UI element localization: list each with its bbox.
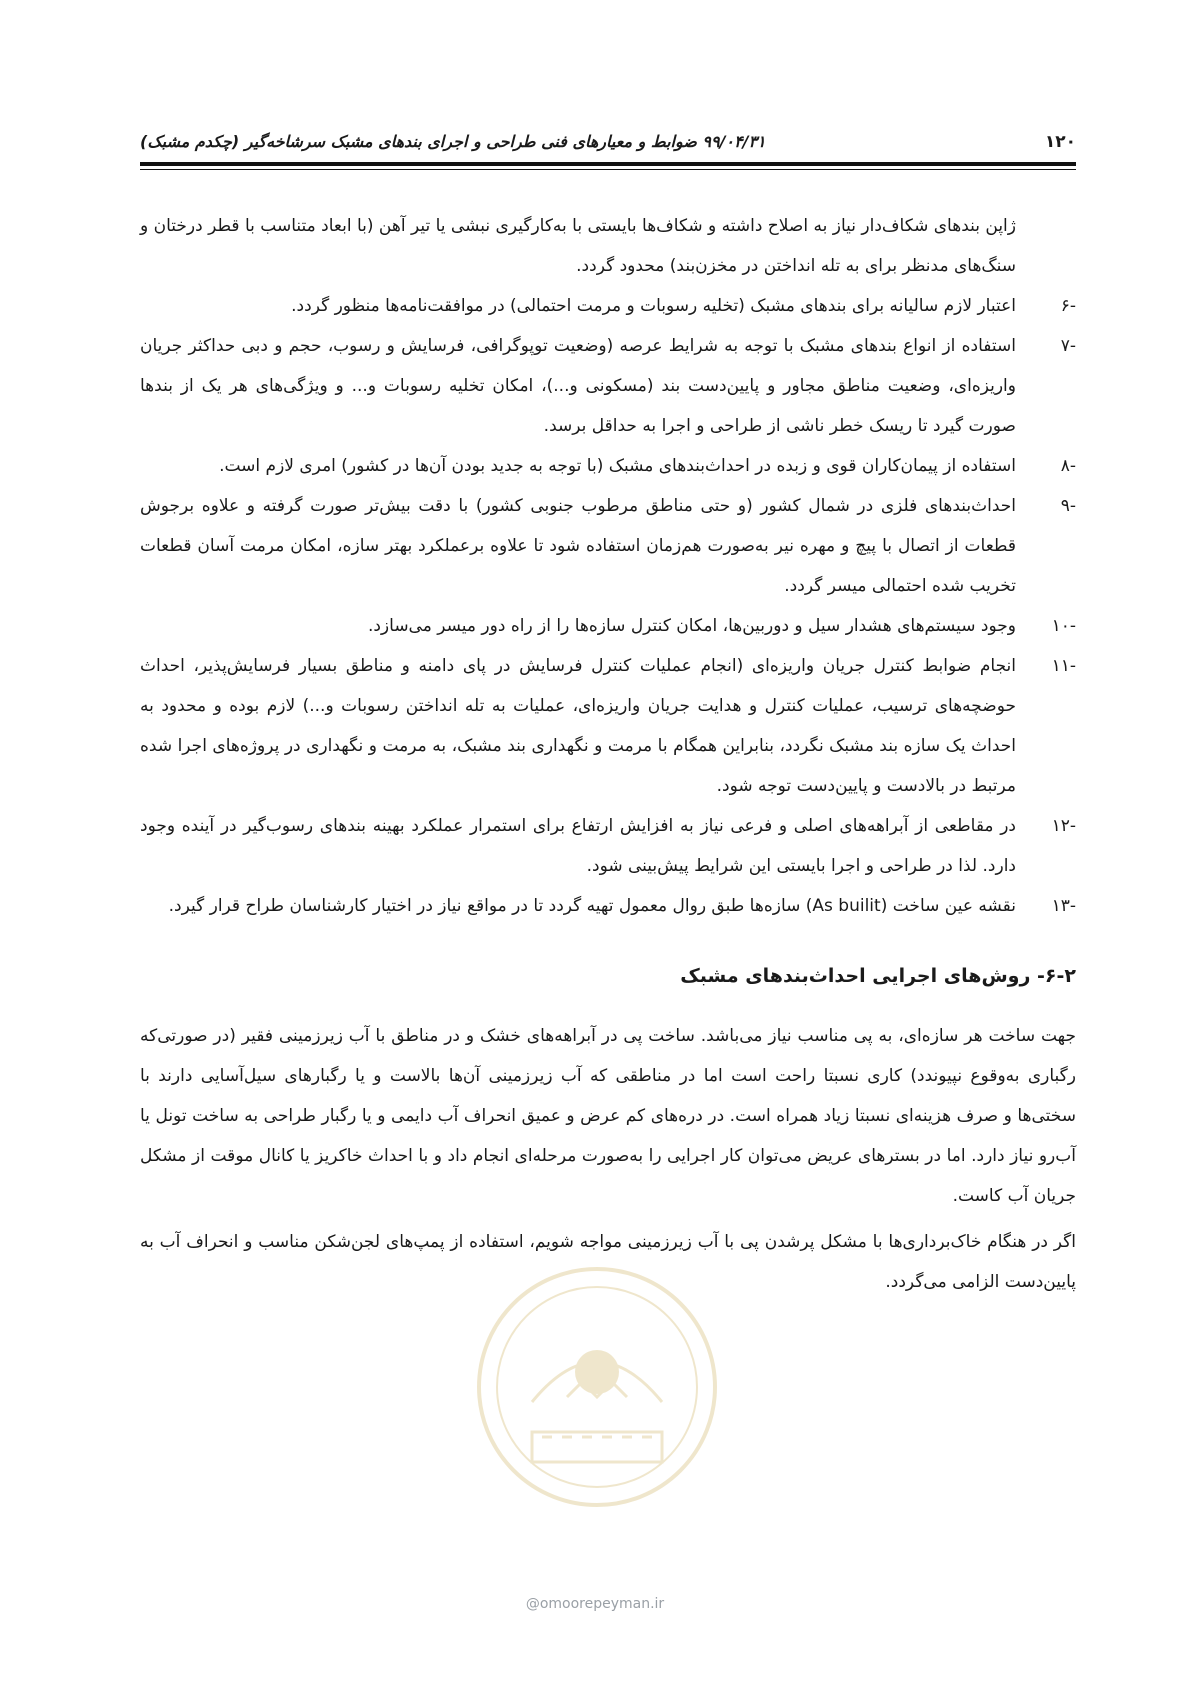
- item-text: در مقاطعی از آبراهه‌های اصلی و فرعی نیاز به افزایش ارتفاع برای استمرار عملکرد بهینه بندهای رسوب‌گیر در آینده وجود دارد. لذا در طراحی و اجرا بایستی این شرایط پیش‌بینی شود.: [140, 816, 1016, 876]
- item-number: -۸: [1060, 456, 1076, 476]
- list-item: [140, 646, 1076, 806]
- item-text: اعتبار لازم سالیانه برای بندهای مشبک (تخلیه رسوبات و مرمت احتمالی) در موافقت‌نامه‌ها منظور گردد.: [291, 296, 1016, 316]
- list-item: [140, 326, 1076, 446]
- item-text: استفاده از انواع بندهای مشبک با توجه به شرایط عرصه (وضعیت توپوگرافی، فرسایش و رسوب، حجم و دبی حداکثر جریان واریزه‌ای، وضعیت مناطق مجاور و پایین‌دست بند (مسکونی و...)، امکان تخلیه رسوبات و... و ویژگی‌های هر یک از بندها صورت گیرد تا ریسک خطر ناشی از طراحی و اجرا به حداقل برسد.: [140, 336, 1016, 436]
- recommendation-list: [140, 286, 1076, 926]
- item-number: -۱۲: [1051, 816, 1076, 836]
- section-paragraph: اگر در هنگام خاک‌برداری‌ها با مشکل پرشدن پی با آب زیرزمینی مواجه شویم، استفاده از پمپ‌های لجن‌شکن مناسب و انحراف آب به پایین‌دست الزامی می‌گردد.: [140, 1232, 1076, 1292]
- header-rule-thick: [140, 162, 1076, 166]
- item-number: -۶: [1060, 296, 1076, 316]
- main-content: [140, 206, 1076, 1308]
- item-text: احداث‌بندهای فلزی در شمال کشور (و حتی مناطق مرطوب جنوبی کشور) با دقت بیش‌تر صورت گرفته و علاوه برجوش قطعات از اتصال با پیچ و مهره نیر به‌صورت هم‌زمان استفاده شود تا علاوه برعملکرد بهتر سازه، امکان مرمت آسان قطعات تخریب شده احتمالی میسر گردد.: [140, 496, 1016, 596]
- watermark-seal-icon: [472, 1262, 722, 1512]
- watermark-url: @omoorepeyman.ir: [525, 1596, 665, 1612]
- item-number: -۱۳: [1051, 896, 1076, 916]
- item-number: -۷: [1060, 336, 1076, 356]
- header-rule-thin: [140, 169, 1076, 170]
- page-header: [140, 128, 1076, 158]
- list-item: [140, 486, 1076, 606]
- item-number: -۱۱: [1051, 656, 1076, 676]
- running-title: ۹۹/۰۴/۳۱ ضوابط و معیارهای فنی طراحی و اجرای بندهای مشبک سرشاخه‌گیر (چکدم مشبک): [140, 132, 766, 151]
- list-item: [140, 886, 1076, 926]
- section-paragraph: جهت ساخت هر سازه‌ای، به پی مناسب نیاز می‌باشد. ساخت پی در آبراهه‌های خشک و در مناطق با آب زیرزمینی فقیر (در صورتی‌که رگباری به‌وقوع نپیوندد) کاری نسبتا راحت است اما در مناطقی که آب زیرزمینی آن‌ها بالاست و یا رگبارهای سیل‌آسایی دارند با سختی‌ها و صرف هزینه‌ای نسبتا زیاد همراه است. در دره‌های کم عرض و عمیق انحراف آب دایمی و یا رگبار طراحی به ساخت تونل یا آب‌رو نیاز دارد. اما در بسترهای عریض می‌توان کار اجرایی را به‌صورت مرحله‌ای انجام داد و با احداث خاکریز یا کانال موقت از مشکل جریان آب کاست.: [140, 1026, 1076, 1206]
- list-item: [140, 606, 1076, 646]
- item-number: -۱۰: [1051, 616, 1076, 636]
- item-text: نقشه عین ساخت (As builit) سازه‌ها طبق روال معمول تهیه گردد تا در مواقع نیاز در اختیار کارشناسان طراح قرار گیرد.: [168, 896, 1016, 916]
- list-item: [140, 446, 1076, 486]
- item-text: وجود سیستم‌های هشدار سیل و دوربین‌ها، امکان کنترل سازه‌ها را از راه دور میسر می‌سازد.: [367, 616, 1016, 636]
- section-heading: ۶-۲- روش‌های اجرایی احداث‌بندهای مشبک: [680, 965, 1076, 987]
- page-number: ۱۲۰: [1044, 132, 1076, 152]
- list-item: [140, 286, 1076, 326]
- item-text: استفاده از پیمان‌کاران قوی و زبده در احداث‌بندهای مشبک (با توجه به جدید بودن آن‌ها در کشور) امری لازم است.: [219, 456, 1016, 476]
- item-number: -۹: [1060, 496, 1076, 516]
- list-item: [140, 806, 1076, 886]
- item-text: انجام ضوابط کنترل جریان واریزه‌ای (انجام عملیات کنترل فرسایش در پای دامنه و مناطق بسیار فرسایش‌پذیر، احداث حوضچه‌های ترسیب، عملیات کنترل و هدایت جریان واریزه‌ای، عملیات به تله انداختن رسوبات و...) لازم بوده و محدود به احداث یک سازه بند مشبک نگردد، بنابراین همگام با مرمت و نگهداری بند مشبک، به مرمت و نگهداری در پروژه‌های اجرا شده مرتبط در بالادست و پایین‌دست توجه شود.: [140, 656, 1016, 796]
- continuation-paragraph: ژاپن بندهای شکاف‌دار نیاز به اصلاح داشته و شکاف‌ها بایستی با به‌کارگیری نبشی یا تیر آهن (با ابعاد متناسب با قطر درختان و سنگ‌های مدنظر برای به تله انداختن در مخزن‌بند) محدود گردد.: [140, 216, 1016, 276]
